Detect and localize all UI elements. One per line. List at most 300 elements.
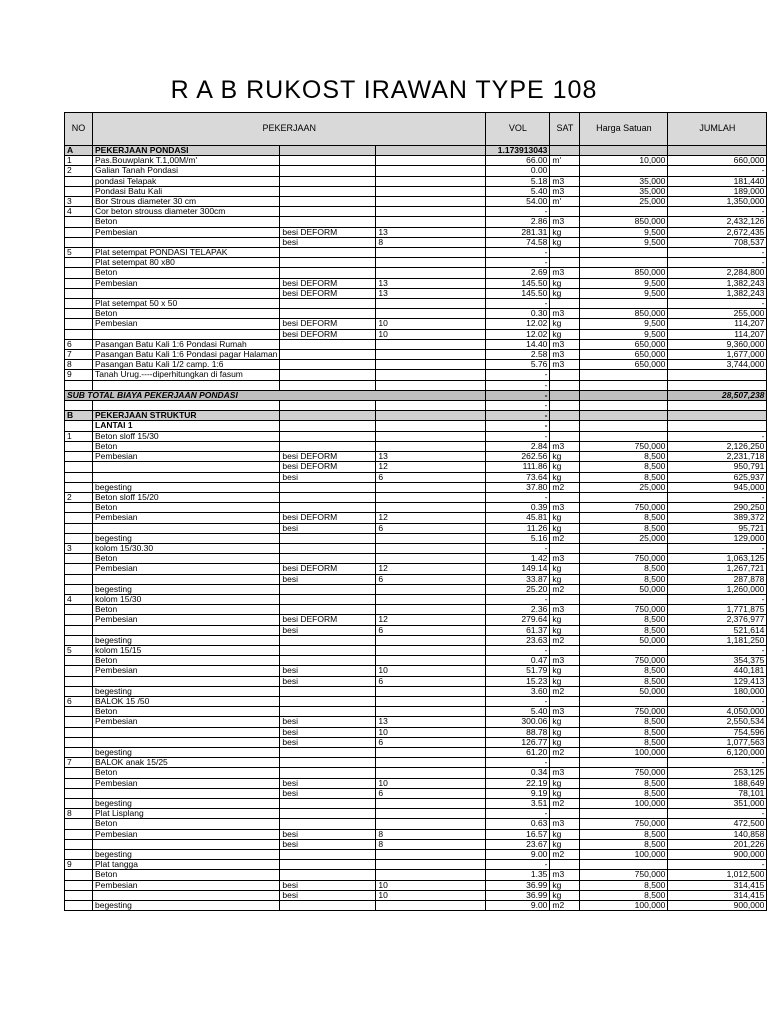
cell-sat: kg — [550, 625, 580, 635]
cell-diameter: 10 — [376, 727, 486, 737]
cell-pekerjaan: Pembesian — [93, 778, 280, 788]
cell-material — [280, 686, 376, 696]
cell-vol: - — [486, 207, 550, 217]
table-row — [65, 656, 767, 666]
cell-harga-satuan: 8,500 — [580, 829, 668, 839]
cell-material: besi — [280, 880, 376, 890]
table-row — [65, 299, 767, 309]
cell-sat — [550, 401, 580, 411]
cell-jumlah: 521,614 — [668, 625, 767, 635]
cell-jumlah — [668, 370, 767, 380]
cell-no: 9 — [65, 860, 93, 870]
cell-pekerjaan: PEKERJAAN STRUKTUR — [93, 411, 280, 421]
cell-pekerjaan: kolom 15/30.30 — [93, 543, 280, 553]
cell-harga-satuan: 35,000 — [580, 176, 668, 186]
table-row — [65, 707, 767, 717]
cell-no — [65, 176, 93, 186]
cell-sat: m2 — [550, 850, 580, 860]
cell-diameter — [376, 309, 486, 319]
cell-harga-satuan: 8,500 — [580, 564, 668, 574]
cell-jumlah: - — [668, 594, 767, 604]
cell-pekerjaan: Plat setempat PONDASI TELAPAK — [93, 248, 280, 258]
table-row — [65, 666, 767, 676]
cell-vol: 33.87 — [486, 574, 550, 584]
cell-pekerjaan: kolom 15/15 — [93, 645, 280, 655]
table-row — [65, 380, 767, 390]
cell-vol: 12.02 — [486, 329, 550, 339]
cell-material: besi — [280, 839, 376, 849]
cell-material — [280, 370, 376, 380]
cell-pekerjaan: Pembesian — [93, 615, 280, 625]
cell-material: besi DEFORM — [280, 278, 376, 288]
cell-material — [280, 421, 376, 431]
cell-material — [280, 309, 376, 319]
cell-vol: 2.36 — [486, 605, 550, 615]
cell-jumlah: - — [668, 696, 767, 706]
cell-vol: - — [486, 401, 550, 411]
cell-no — [65, 737, 93, 747]
cell-pekerjaan: LANTAI 1 — [93, 421, 280, 431]
cell-vol: - — [486, 645, 550, 655]
cell-diameter — [376, 299, 486, 309]
header-pekerjaan: PEKERJAAN — [93, 113, 486, 146]
cell-diameter: 10 — [376, 890, 486, 900]
cell-jumlah: 114,207 — [668, 329, 767, 339]
cell-material — [280, 156, 376, 166]
cell-diameter — [376, 431, 486, 441]
cell-pekerjaan: Beton sloff 15/20 — [93, 492, 280, 502]
cell-harga-satuan: 750,000 — [580, 503, 668, 513]
cell-harga-satuan: 750,000 — [580, 656, 668, 666]
cell-harga-satuan: 8,500 — [580, 574, 668, 584]
cell-jumlah: 255,000 — [668, 309, 767, 319]
cell-harga-satuan: 8,500 — [580, 472, 668, 482]
cell-vol: 0.39 — [486, 503, 550, 513]
cell-harga-satuan: 750,000 — [580, 441, 668, 451]
cell-diameter: 6 — [376, 574, 486, 584]
cell-material — [280, 186, 376, 196]
cell-harga-satuan — [580, 696, 668, 706]
cell-pekerjaan — [93, 401, 280, 411]
cell-diameter: 6 — [376, 737, 486, 747]
cell-harga-satuan: 8,500 — [580, 778, 668, 788]
cell-sat — [550, 258, 580, 268]
cell-pekerjaan: Beton — [93, 309, 280, 319]
cell-sat: kg — [550, 523, 580, 533]
cell-sat: kg — [550, 472, 580, 482]
cell-diameter: 10 — [376, 666, 486, 676]
cell-sat: m2 — [550, 584, 580, 594]
cell-material — [280, 197, 376, 207]
cell-harga-satuan: 10,000 — [580, 156, 668, 166]
cell-jumlah: 78,101 — [668, 788, 767, 798]
cell-diameter — [376, 758, 486, 768]
cell-harga-satuan: 8,500 — [580, 717, 668, 727]
table-row — [65, 176, 767, 186]
cell-diameter — [376, 594, 486, 604]
table-row — [65, 625, 767, 635]
cell-no — [65, 707, 93, 717]
cell-no: 8 — [65, 360, 93, 370]
table-row — [65, 411, 767, 421]
cell-jumlah: 287,878 — [668, 574, 767, 584]
table-row — [65, 390, 767, 400]
cell-pekerjaan: Pondasi Batu Kali — [93, 186, 280, 196]
cell-jumlah: 9,360,000 — [668, 339, 767, 349]
cell-sat: kg — [550, 452, 580, 462]
cell-no: 3 — [65, 197, 93, 207]
cell-material: besi — [280, 237, 376, 247]
cell-sat: m2 — [550, 901, 580, 911]
cell-sat: m2 — [550, 686, 580, 696]
cell-vol: - — [486, 431, 550, 441]
cell-vol: - — [486, 543, 550, 553]
cell-harga-satuan: 650,000 — [580, 350, 668, 360]
cell-pekerjaan: BALOK 15 /50 — [93, 696, 280, 706]
cell-no — [65, 227, 93, 237]
cell-vol: - — [486, 248, 550, 258]
header-jumlah: JUMLAH — [668, 113, 767, 146]
cell-no — [65, 901, 93, 911]
cell-material: besi — [280, 778, 376, 788]
cell-vol: 3.60 — [486, 686, 550, 696]
cell-material — [280, 258, 376, 268]
cell-diameter — [376, 850, 486, 860]
cell-pekerjaan: Beton — [93, 870, 280, 880]
cell-vol: 145.50 — [486, 278, 550, 288]
cell-diameter: 6 — [376, 625, 486, 635]
table-row — [65, 156, 767, 166]
cell-jumlah: - — [668, 248, 767, 258]
table-row — [65, 237, 767, 247]
cell-material: besi DEFORM — [280, 329, 376, 339]
cell-sat — [550, 809, 580, 819]
cell-jumlah: 900,000 — [668, 850, 767, 860]
cell-pekerjaan — [93, 237, 280, 247]
cell-harga-satuan: 8,500 — [580, 788, 668, 798]
cell-jumlah: 389,372 — [668, 513, 767, 523]
table-row — [65, 645, 767, 655]
cell-diameter: 6 — [376, 523, 486, 533]
cell-no — [65, 513, 93, 523]
cell-jumlah: 440,181 — [668, 666, 767, 676]
cell-material: besi — [280, 676, 376, 686]
cell-jumlah: 28,507,238 — [668, 390, 767, 400]
cell-harga-satuan — [580, 492, 668, 502]
cell-harga-satuan: 850,000 — [580, 268, 668, 278]
cell-diameter — [376, 554, 486, 564]
cell-sat: m2 — [550, 635, 580, 645]
cell-diameter: 8 — [376, 839, 486, 849]
cell-jumlah: 1,077,563 — [668, 737, 767, 747]
cell-harga-satuan: 8,500 — [580, 890, 668, 900]
cell-harga-satuan: 850,000 — [580, 217, 668, 227]
cell-harga-satuan: 650,000 — [580, 339, 668, 349]
cell-vol: 22.19 — [486, 778, 550, 788]
cell-no: B — [65, 411, 93, 421]
cell-diameter — [376, 258, 486, 268]
cell-no — [65, 299, 93, 309]
table-row — [65, 472, 767, 482]
cell-diameter — [376, 768, 486, 778]
cell-no — [65, 605, 93, 615]
cell-pekerjaan — [93, 523, 280, 533]
cell-jumlah: 708,537 — [668, 237, 767, 247]
cell-jumlah: - — [668, 860, 767, 870]
cell-harga-satuan — [580, 370, 668, 380]
cell-material: besi DEFORM — [280, 227, 376, 237]
cell-diameter — [376, 268, 486, 278]
cell-sat — [550, 543, 580, 553]
cell-harga-satuan: 100,000 — [580, 901, 668, 911]
cell-sat: kg — [550, 278, 580, 288]
cell-jumlah: 351,000 — [668, 799, 767, 809]
cell-vol: - — [486, 492, 550, 502]
cell-no — [65, 799, 93, 809]
table-row — [65, 197, 767, 207]
table-row — [65, 901, 767, 911]
header-sat: SAT — [550, 113, 580, 146]
cell-jumlah: 2,672,435 — [668, 227, 767, 237]
cell-jumlah: 2,550,534 — [668, 717, 767, 727]
cell-sat: m2 — [550, 533, 580, 543]
cell-pekerjaan — [93, 788, 280, 798]
cell-pekerjaan: Pas.Bouwplank T.1,00M/m' — [93, 156, 280, 166]
table-row — [65, 186, 767, 196]
table-row — [65, 686, 767, 696]
cell-pekerjaan: Beton — [93, 819, 280, 829]
cell-vol: 23.63 — [486, 635, 550, 645]
cell-harga-satuan — [580, 207, 668, 217]
cell-no — [65, 747, 93, 757]
cell-material — [280, 248, 376, 258]
cell-material — [280, 696, 376, 706]
cell-sat: kg — [550, 319, 580, 329]
cell-vol: 88.78 — [486, 727, 550, 737]
cell-material: besi DEFORM — [280, 452, 376, 462]
cell-jumlah: 290,250 — [668, 503, 767, 513]
cell-material — [280, 360, 376, 370]
cell-no — [65, 839, 93, 849]
cell-pekerjaan: Beton — [93, 768, 280, 778]
cell-vol: - — [486, 258, 550, 268]
cell-harga-satuan: 8,500 — [580, 615, 668, 625]
table-row — [65, 319, 767, 329]
cell-no — [65, 768, 93, 778]
cell-sat: kg — [550, 788, 580, 798]
table-row — [65, 850, 767, 860]
table-row — [65, 880, 767, 890]
cell-diameter: 6 — [376, 472, 486, 482]
table-row — [65, 309, 767, 319]
cell-jumlah: 180,000 — [668, 686, 767, 696]
cell-pekerjaan: Pembesian — [93, 880, 280, 890]
cell-pekerjaan: begesting — [93, 533, 280, 543]
cell-material: besi — [280, 727, 376, 737]
cell-sat — [550, 166, 580, 176]
cell-diameter: 13 — [376, 227, 486, 237]
cell-sat: m3 — [550, 768, 580, 778]
cell-jumlah: 2,284,800 — [668, 268, 767, 278]
cell-jumlah: 1,260,000 — [668, 584, 767, 594]
cell-material — [280, 809, 376, 819]
cell-harga-satuan — [580, 645, 668, 655]
cell-jumlah: 181,440 — [668, 176, 767, 186]
subtotal-label: SUB TOTAL BIAYA PEKERJAAN PONDASI — [65, 390, 486, 400]
cell-pekerjaan: Beton — [93, 605, 280, 615]
cell-sat — [550, 645, 580, 655]
cell-material — [280, 411, 376, 421]
cell-diameter: 8 — [376, 237, 486, 247]
cell-harga-satuan — [580, 390, 668, 400]
cell-material: besi — [280, 890, 376, 900]
cell-no — [65, 870, 93, 880]
cell-jumlah: 625,937 — [668, 472, 767, 482]
cell-sat: m' — [550, 156, 580, 166]
table-row — [65, 543, 767, 553]
cell-vol: - — [486, 421, 550, 431]
table-row — [65, 288, 767, 298]
cell-jumlah: 253,125 — [668, 768, 767, 778]
cell-pekerjaan: Pembesian — [93, 717, 280, 727]
cell-material — [280, 554, 376, 564]
cell-no — [65, 574, 93, 584]
cell-no — [65, 482, 93, 492]
cell-no — [65, 625, 93, 635]
cell-pekerjaan — [93, 288, 280, 298]
cell-diameter: 10 — [376, 329, 486, 339]
cell-material — [280, 380, 376, 390]
table-row — [65, 584, 767, 594]
cell-vol: 5.18 — [486, 176, 550, 186]
cell-diameter — [376, 686, 486, 696]
table-row — [65, 564, 767, 574]
table-row — [65, 890, 767, 900]
cell-material — [280, 707, 376, 717]
cell-sat: m3 — [550, 360, 580, 370]
cell-pekerjaan: Pembesian — [93, 829, 280, 839]
cell-vol: 51.79 — [486, 666, 550, 676]
cell-jumlah: 140,858 — [668, 829, 767, 839]
cell-no — [65, 788, 93, 798]
cell-harga-satuan: 750,000 — [580, 554, 668, 564]
cell-no — [65, 717, 93, 727]
table-row — [65, 421, 767, 431]
cell-vol: - — [486, 370, 550, 380]
cell-diameter: 12 — [376, 462, 486, 472]
table-row — [65, 768, 767, 778]
cell-diameter — [376, 645, 486, 655]
cell-vol: - — [486, 758, 550, 768]
cell-pekerjaan — [93, 329, 280, 339]
cell-material — [280, 645, 376, 655]
cell-vol: 5.40 — [486, 707, 550, 717]
cell-no — [65, 564, 93, 574]
cell-no — [65, 850, 93, 860]
cell-vol: 66.00 — [486, 156, 550, 166]
cell-jumlah: 201,226 — [668, 839, 767, 849]
cell-pekerjaan — [93, 737, 280, 747]
cell-diameter — [376, 380, 486, 390]
cell-material — [280, 533, 376, 543]
cell-sat — [550, 207, 580, 217]
cell-pekerjaan — [93, 625, 280, 635]
cell-pekerjaan: Beton — [93, 217, 280, 227]
cell-no — [65, 666, 93, 676]
cell-material — [280, 635, 376, 645]
table-row — [65, 360, 767, 370]
cell-no: 1 — [65, 156, 93, 166]
cell-jumlah: 95,721 — [668, 523, 767, 533]
cell-jumlah — [668, 421, 767, 431]
cell-material — [280, 339, 376, 349]
table-row — [65, 268, 767, 278]
cell-material: besi DEFORM — [280, 615, 376, 625]
cell-sat: m3 — [550, 186, 580, 196]
cell-vol: - — [486, 696, 550, 706]
cell-vol: 61.20 — [486, 747, 550, 757]
cell-diameter — [376, 350, 486, 360]
cell-sat — [550, 380, 580, 390]
cell-jumlah: 188,649 — [668, 778, 767, 788]
cell-harga-satuan — [580, 860, 668, 870]
cell-pekerjaan: pondasi Telapak — [93, 176, 280, 186]
cell-vol: 23.67 — [486, 839, 550, 849]
cell-material — [280, 299, 376, 309]
table-row — [65, 258, 767, 268]
cell-sat: m3 — [550, 217, 580, 227]
cell-sat: kg — [550, 839, 580, 849]
cell-diameter: 13 — [376, 278, 486, 288]
cell-pekerjaan: Pasangan Batu Kali 1:6 Pondasi pagar Halaman — [93, 350, 280, 360]
cell-no: 7 — [65, 758, 93, 768]
cell-sat — [550, 594, 580, 604]
cell-diameter — [376, 656, 486, 666]
cell-vol: 0.63 — [486, 819, 550, 829]
cell-harga-satuan: 750,000 — [580, 768, 668, 778]
cell-diameter — [376, 360, 486, 370]
table-row — [65, 809, 767, 819]
cell-material: besi DEFORM — [280, 319, 376, 329]
cell-material — [280, 656, 376, 666]
table-row — [65, 799, 767, 809]
cell-harga-satuan: 100,000 — [580, 799, 668, 809]
cell-no — [65, 186, 93, 196]
table-row — [65, 166, 767, 176]
rab-table — [64, 112, 767, 911]
cell-material — [280, 166, 376, 176]
cell-vol: 36.99 — [486, 880, 550, 890]
cell-sat: kg — [550, 237, 580, 247]
cell-no: 2 — [65, 492, 93, 502]
header-harga-satuan: Harga Satuan — [580, 113, 668, 146]
cell-sat: kg — [550, 227, 580, 237]
cell-harga-satuan: 8,500 — [580, 666, 668, 676]
cell-pekerjaan: Beton — [93, 707, 280, 717]
cell-no — [65, 503, 93, 513]
cell-pekerjaan: Pasangan Batu Kali 1/2 camp. 1:6 — [93, 360, 280, 370]
cell-pekerjaan: Beton — [93, 656, 280, 666]
cell-material: besi DEFORM — [280, 564, 376, 574]
cell-jumlah — [668, 146, 767, 156]
header-no: NO — [65, 113, 93, 146]
cell-material — [280, 901, 376, 911]
cell-pekerjaan: Plat setempat 80 x80 — [93, 258, 280, 268]
cell-diameter — [376, 533, 486, 543]
cell-vol: 145.50 — [486, 288, 550, 298]
cell-jumlah: - — [668, 809, 767, 819]
cell-material: besi — [280, 472, 376, 482]
